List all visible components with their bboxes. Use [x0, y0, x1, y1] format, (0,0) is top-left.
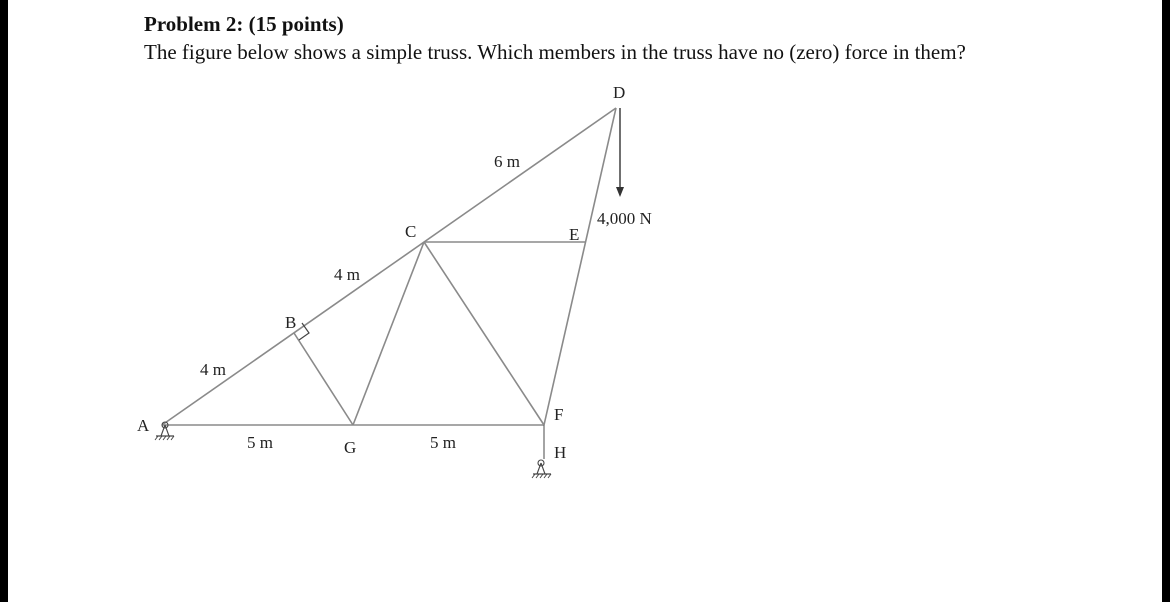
- joint-label-h: H: [554, 443, 567, 462]
- joint-label-c: C: [405, 222, 417, 241]
- dimension-gf: 5 m: [430, 433, 456, 452]
- load-arrowhead: [616, 187, 624, 197]
- truss-figure: [8, 0, 1162, 602]
- joint-label-d: D: [613, 83, 626, 102]
- dimension-ag: 5 m: [247, 433, 273, 452]
- dimension-cd: 6 m: [494, 152, 520, 171]
- member-cg: [353, 242, 424, 425]
- problem-heading: Problem 2: (15 points): [144, 12, 344, 36]
- joint-label-e: E: [569, 225, 580, 244]
- dimension-ab: 4 m: [200, 360, 226, 379]
- member-cf: [424, 242, 544, 425]
- member-bg: [294, 333, 353, 425]
- problem-question: The figure below shows a simple truss. Which members in the truss have no (zero) force in them?: [144, 40, 966, 64]
- dimension-bc: 4 m: [334, 265, 360, 284]
- document-page: [8, 0, 1162, 602]
- pin-support-h: [532, 425, 551, 478]
- member-ad: [162, 108, 616, 425]
- joint-label-g: G: [344, 438, 357, 457]
- joint-label-a: A: [137, 416, 150, 435]
- member-df: [544, 108, 616, 425]
- joint-label-b: B: [285, 313, 297, 332]
- joint-label-f: F: [554, 405, 564, 424]
- load-label: 4,000 N: [597, 209, 652, 228]
- right-angle-mark: [299, 323, 309, 340]
